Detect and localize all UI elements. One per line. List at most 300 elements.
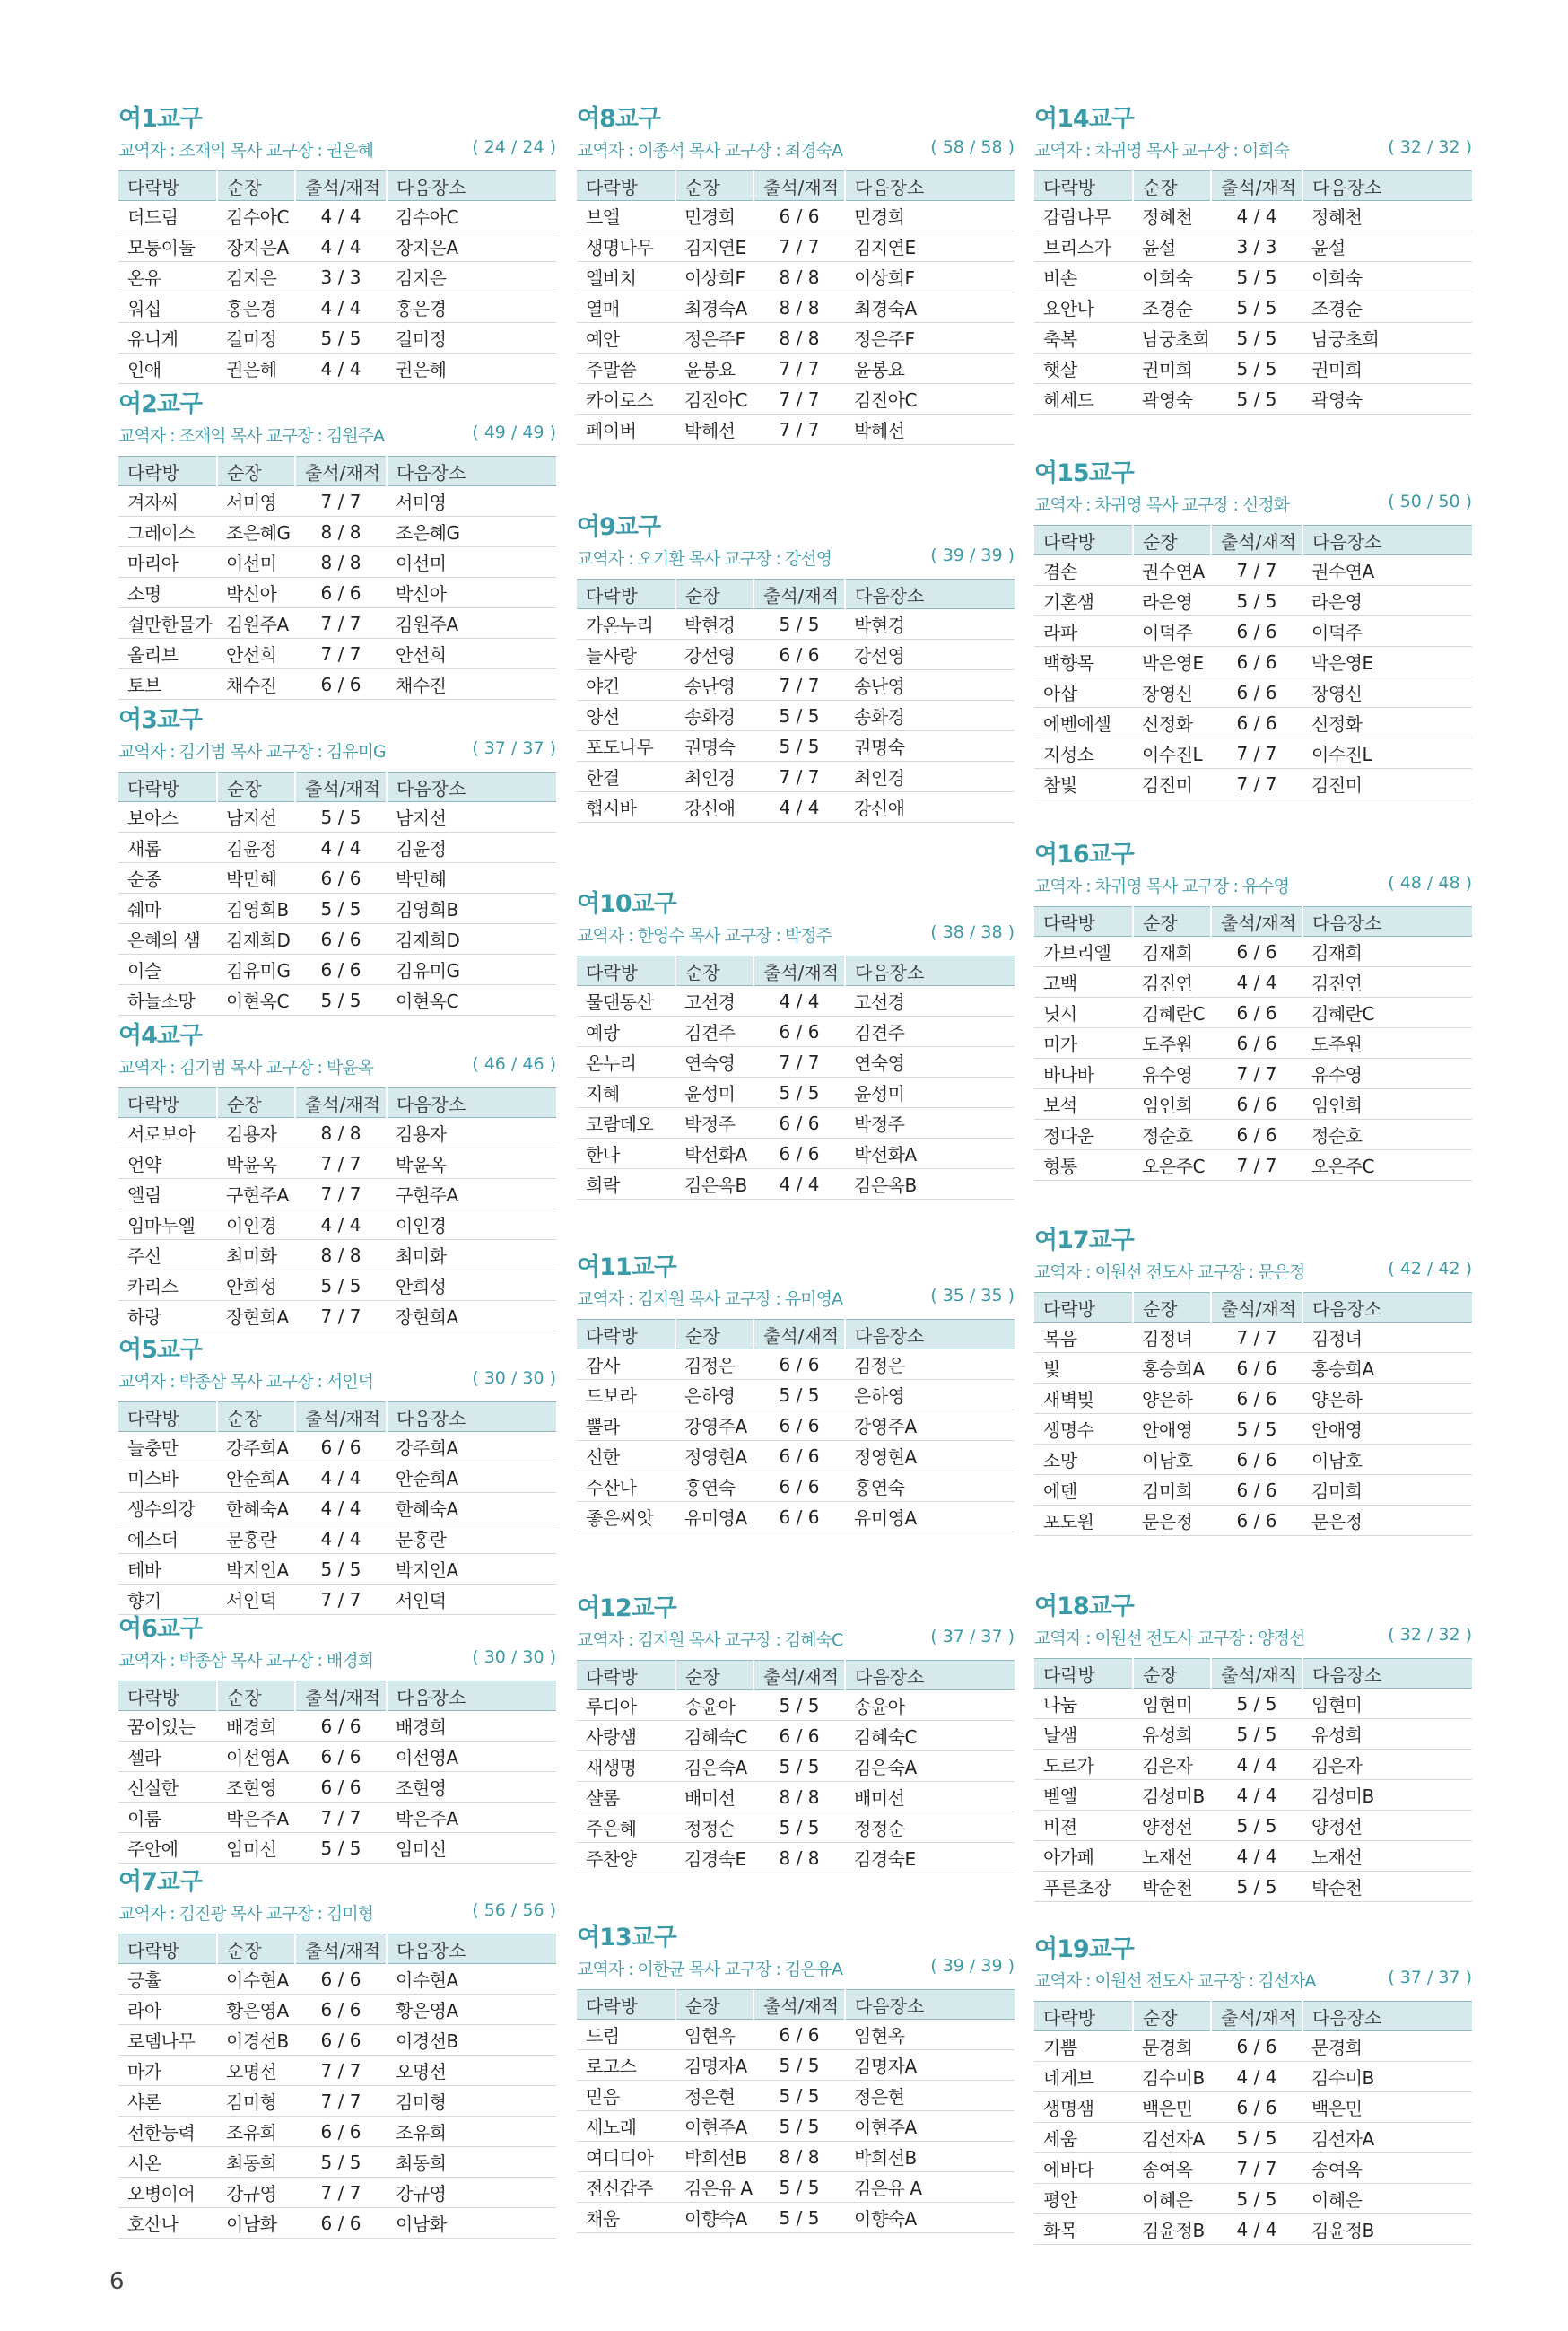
table-row xyxy=(577,1441,1015,1471)
table-row xyxy=(118,924,556,955)
cell-next-place: 이희숙 xyxy=(1302,262,1472,292)
cell-leader: 송화경 xyxy=(675,701,754,731)
cell-next-place: 홍은경 xyxy=(387,292,556,323)
district-title: 여2교구 xyxy=(118,390,203,418)
cell-next-place: 김정녀 xyxy=(1302,1323,1472,1353)
cell-leader: 문경희 xyxy=(1133,2031,1211,2062)
cell-group-table xyxy=(118,170,556,384)
cell-next-place: 구현주A xyxy=(387,1179,556,1209)
cell-leader: 김진미 xyxy=(1133,769,1211,799)
cell-room: 요안나 xyxy=(1034,292,1133,323)
cell-attendance: 6 / 6 xyxy=(754,201,845,231)
cell-attendance: 7 / 7 xyxy=(1211,2153,1302,2184)
cell-room: 바나바 xyxy=(1034,1059,1133,1089)
header-attendance: 출석/재적 xyxy=(754,1661,845,1690)
table-row xyxy=(118,1118,556,1148)
cell-attendance: 6 / 6 xyxy=(754,1410,845,1441)
district-info xyxy=(118,137,556,164)
cell-leader: 강규영 xyxy=(217,2178,295,2208)
header-room: 다락방 xyxy=(1034,526,1133,555)
cell-leader: 안애영 xyxy=(1133,1414,1211,1445)
header-leader: 순장 xyxy=(1133,907,1211,937)
district-staff: 교역자 : 조재익 목사 교구장 : 김원주A xyxy=(118,426,384,446)
cell-next-place: 김영희B xyxy=(387,894,556,924)
cell-leader: 양은하 xyxy=(1133,1384,1211,1414)
cell-room: 새롬 xyxy=(118,833,217,863)
cell-room: 라파 xyxy=(1034,616,1133,647)
cell-next-place: 박정주 xyxy=(845,1108,1015,1139)
district-total: ( 46 / 46 ) xyxy=(472,1054,556,1074)
cell-leader: 김혜란C xyxy=(1133,998,1211,1028)
district-info xyxy=(118,1054,556,1081)
table-row xyxy=(118,2147,556,2178)
cell-attendance: 7 / 7 xyxy=(754,670,845,701)
cell-next-place: 문경희 xyxy=(1302,2031,1472,2062)
district-info xyxy=(577,1956,1015,1983)
cell-next-place: 최경숙A xyxy=(845,292,1015,323)
cell-next-place: 홍연숙 xyxy=(845,1471,1015,1502)
cell-room: 임마누엘 xyxy=(118,1209,217,1240)
table-row xyxy=(577,1721,1015,1751)
table-header-row xyxy=(1034,2002,1472,2031)
table-row xyxy=(1034,2214,1472,2245)
cell-attendance: 7 / 7 xyxy=(295,1803,387,1833)
table-row xyxy=(1034,586,1472,616)
table-row xyxy=(1034,937,1472,967)
table-row xyxy=(577,415,1015,445)
cell-leader: 길미정 xyxy=(217,323,295,354)
cell-next-place: 송난영 xyxy=(845,670,1015,701)
header-attendance: 출석/재적 xyxy=(1211,1293,1302,1323)
cell-room: 생명나무 xyxy=(577,231,675,262)
cell-next-place: 곽영숙 xyxy=(1302,384,1472,415)
cell-leader: 이희숙 xyxy=(1133,262,1211,292)
table-row xyxy=(1034,1689,1472,1719)
cell-leader: 김진연 xyxy=(1133,967,1211,998)
table-row xyxy=(577,609,1015,640)
table-row xyxy=(1034,1353,1472,1384)
header-next-place: 다음장소 xyxy=(845,171,1015,201)
cell-attendance: 6 / 6 xyxy=(295,2025,387,2056)
cell-attendance: 6 / 6 xyxy=(1211,998,1302,1028)
table-row xyxy=(1034,2153,1472,2184)
cell-next-place: 이수진L xyxy=(1302,738,1472,769)
district-info xyxy=(1034,1625,1472,1652)
cell-room: 벧엘 xyxy=(1034,1780,1133,1811)
cell-next-place: 박혜선 xyxy=(845,415,1015,445)
table-row xyxy=(118,2117,556,2147)
cell-attendance: 5 / 5 xyxy=(754,2172,845,2203)
table-row xyxy=(577,1017,1015,1047)
cell-leader: 박민혜 xyxy=(217,863,295,894)
cell-room: 이슬 xyxy=(118,955,217,985)
table-row xyxy=(118,1711,556,1742)
cell-leader: 최미화 xyxy=(217,1240,295,1270)
cell-room: 테바 xyxy=(118,1554,217,1585)
cell-room: 에스더 xyxy=(118,1523,217,1554)
cell-leader: 홍연숙 xyxy=(675,1471,754,1502)
header-leader: 순장 xyxy=(217,1934,295,1964)
cell-room: 드보라 xyxy=(577,1380,675,1410)
cell-attendance: 8 / 8 xyxy=(295,1240,387,1270)
cell-room: 네게브 xyxy=(1034,2062,1133,2092)
table-row xyxy=(118,323,556,354)
header-leader: 순장 xyxy=(675,580,754,609)
cell-room: 뿔라 xyxy=(577,1410,675,1441)
cell-next-place: 김윤정B xyxy=(1302,2214,1472,2245)
cell-next-place: 권수연A xyxy=(1302,555,1472,586)
cell-leader: 이향숙A xyxy=(675,2203,754,2233)
cell-attendance: 6 / 6 xyxy=(754,640,845,670)
cell-next-place: 박은주A xyxy=(387,1803,556,1833)
cell-next-place: 윤봉요 xyxy=(845,354,1015,384)
district-info xyxy=(577,546,1015,572)
header-attendance: 출석/재적 xyxy=(754,171,845,201)
table-row xyxy=(577,231,1015,262)
cell-room: 감사 xyxy=(577,1349,675,1380)
table-row xyxy=(1034,2184,1472,2214)
cell-attendance: 5 / 5 xyxy=(754,2050,845,2081)
cell-next-place: 이상희F xyxy=(845,262,1015,292)
cell-attendance: 6 / 6 xyxy=(754,1502,845,1532)
cell-leader: 이수진L xyxy=(1133,738,1211,769)
table-row xyxy=(1034,1506,1472,1536)
table-row xyxy=(118,1301,556,1331)
district-staff: 교역자 : 오기환 목사 교구장 : 강선영 xyxy=(577,549,832,569)
cell-next-place: 김원주A xyxy=(387,608,556,639)
table-row xyxy=(1034,292,1472,323)
cell-leader: 이남호 xyxy=(1133,1445,1211,1475)
cell-room: 더드림 xyxy=(118,201,217,231)
cell-room: 늘충만 xyxy=(118,1432,217,1462)
cell-attendance: 5 / 5 xyxy=(1211,1872,1302,1902)
cell-room: 선한능력 xyxy=(118,2117,217,2147)
cell-next-place: 오은주C xyxy=(1302,1150,1472,1181)
cell-room: 양선 xyxy=(577,701,675,731)
cell-attendance: 7 / 7 xyxy=(754,762,845,792)
table-header-row xyxy=(118,773,556,802)
cell-leader: 도주원 xyxy=(1133,1028,1211,1059)
cell-room: 코람데오 xyxy=(577,1108,675,1139)
cell-next-place: 한혜숙A xyxy=(387,1493,556,1523)
district-total: ( 39 / 39 ) xyxy=(930,546,1015,565)
cell-room: 로고스 xyxy=(577,2050,675,2081)
district-title: 여7교구 xyxy=(118,1868,203,1896)
cell-next-place: 김재희D xyxy=(387,924,556,955)
cell-group-table xyxy=(1034,1658,1472,1902)
cell-next-place: 이현옥C xyxy=(387,985,556,1016)
cell-room: 하랑 xyxy=(118,1301,217,1331)
district-title: 여10교구 xyxy=(577,890,676,918)
cell-leader: 권미희 xyxy=(1133,354,1211,384)
cell-leader: 이선미 xyxy=(217,547,295,578)
cell-attendance: 6 / 6 xyxy=(1211,1506,1302,1536)
header-next-place: 다음장소 xyxy=(387,1934,556,1964)
table-header-row xyxy=(577,580,1015,609)
cell-room: 소망 xyxy=(1034,1445,1133,1475)
cell-room: 페이버 xyxy=(577,415,675,445)
cell-leader: 유수영 xyxy=(1133,1059,1211,1089)
cell-group-table xyxy=(118,1934,556,2239)
table-row xyxy=(577,1751,1015,1782)
district-total: ( 30 / 30 ) xyxy=(472,1368,556,1388)
table-header-row xyxy=(118,1681,556,1711)
table-row xyxy=(1034,677,1472,708)
cell-leader: 문은정 xyxy=(1133,1506,1211,1536)
cell-attendance: 4 / 4 xyxy=(1211,201,1302,231)
cell-leader: 김명자A xyxy=(675,2050,754,2081)
cell-attendance: 6 / 6 xyxy=(1211,2031,1302,2062)
cell-leader: 고선경 xyxy=(675,986,754,1017)
table-header-row xyxy=(1034,1659,1472,1689)
cell-next-place: 연숙영 xyxy=(845,1047,1015,1078)
district-staff: 교역자 : 차귀영 목사 교구장 : 유수영 xyxy=(1034,877,1289,896)
cell-leader: 강신애 xyxy=(675,792,754,823)
cell-next-place: 서인덕 xyxy=(387,1585,556,1615)
cell-next-place: 김진연 xyxy=(1302,967,1472,998)
cell-leader: 한혜숙A xyxy=(217,1493,295,1523)
cell-next-place: 이수현A xyxy=(387,1964,556,1995)
cell-next-place: 남지선 xyxy=(387,802,556,833)
cell-attendance: 7 / 7 xyxy=(295,608,387,639)
table-row xyxy=(118,231,556,262)
cell-next-place: 유성희 xyxy=(1302,1719,1472,1750)
cell-room: 토브 xyxy=(118,669,217,700)
table-row xyxy=(1034,998,1472,1028)
cell-room: 라아 xyxy=(118,1995,217,2025)
table-header-row xyxy=(118,1934,556,1964)
cell-leader: 권은혜 xyxy=(217,354,295,384)
cell-next-place: 김미형 xyxy=(387,2086,556,2117)
header-leader: 순장 xyxy=(1133,2002,1211,2031)
table-row xyxy=(118,1209,556,1240)
cell-room: 보아스 xyxy=(118,802,217,833)
district-title: 여17교구 xyxy=(1034,1227,1134,1254)
table-row xyxy=(118,547,556,578)
cell-leader: 임현미 xyxy=(1133,1689,1211,1719)
cell-room: 푸른초장 xyxy=(1034,1872,1133,1902)
district-staff: 교역자 : 김진광 목사 교구장 : 김미형 xyxy=(118,1904,373,1924)
cell-attendance: 5 / 5 xyxy=(1211,292,1302,323)
cell-leader: 김정은 xyxy=(675,1349,754,1380)
header-leader: 순장 xyxy=(1133,526,1211,555)
cell-room: 주신 xyxy=(118,1240,217,1270)
table-row xyxy=(118,894,556,924)
cell-next-place: 이인경 xyxy=(387,1209,556,1240)
cell-leader: 라은영 xyxy=(1133,586,1211,616)
cell-room: 셀라 xyxy=(118,1742,217,1772)
table-row xyxy=(1034,1323,1472,1353)
cell-room: 포도나무 xyxy=(577,731,675,762)
cell-attendance: 3 / 3 xyxy=(295,262,387,292)
header-room: 다락방 xyxy=(577,171,675,201)
cell-next-place: 신정화 xyxy=(1302,708,1472,738)
cell-next-place: 유수영 xyxy=(1302,1059,1472,1089)
cell-attendance: 7 / 7 xyxy=(1211,1150,1302,1181)
cell-next-place: 라은영 xyxy=(1302,586,1472,616)
cell-leader: 임미선 xyxy=(217,1833,295,1864)
cell-attendance: 5 / 5 xyxy=(754,2111,845,2142)
cell-leader: 배경희 xyxy=(217,1711,295,1742)
cell-leader: 박은영E xyxy=(1133,647,1211,677)
cell-attendance: 5 / 5 xyxy=(1211,384,1302,415)
cell-room: 브엘 xyxy=(577,201,675,231)
cell-room: 생명샘 xyxy=(1034,2092,1133,2123)
table-row xyxy=(1034,1841,1472,1872)
header-leader: 순장 xyxy=(1133,1659,1211,1689)
cell-leader: 이남화 xyxy=(217,2208,295,2239)
header-leader: 순장 xyxy=(1133,171,1211,201)
cell-leader: 박정주 xyxy=(675,1108,754,1139)
district-total: ( 56 / 56 ) xyxy=(472,1900,556,1920)
cell-next-place: 박선화A xyxy=(845,1139,1015,1169)
cell-room: 드림 xyxy=(577,2020,675,2050)
cell-room: 가온누리 xyxy=(577,609,675,640)
cell-next-place: 이선영A xyxy=(387,1742,556,1772)
cell-group-table xyxy=(577,1989,1015,2233)
cell-leader: 이수현A xyxy=(217,1964,295,1995)
cell-leader: 신정화 xyxy=(1133,708,1211,738)
cell-leader: 김선자A xyxy=(1133,2123,1211,2153)
district-title: 여15교구 xyxy=(1034,459,1134,487)
header-leader: 순장 xyxy=(217,457,295,486)
cell-attendance: 7 / 7 xyxy=(754,415,845,445)
header-next-place: 다음장소 xyxy=(845,956,1015,986)
header-attendance: 출석/재적 xyxy=(754,1320,845,1349)
cell-leader: 이덕주 xyxy=(1133,616,1211,647)
cell-attendance: 4 / 4 xyxy=(1211,1841,1302,1872)
district-total: ( 24 / 24 ) xyxy=(472,137,556,157)
cell-attendance: 7 / 7 xyxy=(1211,769,1302,799)
cell-leader: 김미희 xyxy=(1133,1475,1211,1506)
district-staff: 교역자 : 김지원 목사 교구장 : 김혜숙C xyxy=(577,1630,843,1650)
cell-next-place: 권명숙 xyxy=(845,731,1015,762)
table-row xyxy=(577,292,1015,323)
cell-attendance: 6 / 6 xyxy=(295,1995,387,2025)
cell-leader: 박신아 xyxy=(217,578,295,608)
cell-room: 겨자씨 xyxy=(118,486,217,517)
cell-next-place: 임현미 xyxy=(1302,1689,1472,1719)
district-staff: 교역자 : 차귀영 목사 교구장 : 이희숙 xyxy=(1034,141,1289,161)
cell-next-place: 이덕주 xyxy=(1302,616,1472,647)
cell-next-place: 조경순 xyxy=(1302,292,1472,323)
district-total: ( 30 / 30 ) xyxy=(472,1647,556,1667)
header-room: 다락방 xyxy=(1034,1659,1133,1689)
cell-next-place: 박민혜 xyxy=(387,863,556,894)
table-row xyxy=(1034,384,1472,415)
cell-leader: 안선희 xyxy=(217,639,295,669)
cell-leader: 김재희D xyxy=(217,924,295,955)
table-row xyxy=(1034,2031,1472,2062)
cell-attendance: 6 / 6 xyxy=(754,1349,845,1380)
cell-attendance: 6 / 6 xyxy=(295,1772,387,1803)
cell-leader: 이인경 xyxy=(217,1209,295,1240)
cell-leader: 은하영 xyxy=(675,1380,754,1410)
table-row xyxy=(1034,708,1472,738)
cell-attendance: 5 / 5 xyxy=(754,701,845,731)
cell-next-place: 강신애 xyxy=(845,792,1015,823)
table-row xyxy=(1034,1414,1472,1445)
cell-attendance: 7 / 7 xyxy=(1211,555,1302,586)
district-staff: 교역자 : 김기범 목사 교구장 : 김유미G xyxy=(118,742,386,762)
header-next-place: 다음장소 xyxy=(387,773,556,802)
table-header-row xyxy=(118,1088,556,1118)
cell-attendance: 5 / 5 xyxy=(754,1751,845,1782)
cell-leader: 오은주C xyxy=(1133,1150,1211,1181)
cell-attendance: 5 / 5 xyxy=(754,731,845,762)
table-row xyxy=(118,1179,556,1209)
cell-next-place: 박윤옥 xyxy=(387,1148,556,1179)
header-room: 다락방 xyxy=(1034,171,1133,201)
district-staff: 교역자 : 김지원 목사 교구장 : 유미영A xyxy=(577,1289,842,1309)
cell-leader: 권수연A xyxy=(1133,555,1211,586)
cell-leader: 이현옥C xyxy=(217,985,295,1016)
cell-leader: 김수아C xyxy=(217,201,295,231)
cell-leader: 박지인A xyxy=(217,1554,295,1585)
cell-room: 하늘소망 xyxy=(118,985,217,1016)
table-row xyxy=(118,1772,556,1803)
district-staff: 교역자 : 조재익 목사 교구장 : 권은혜 xyxy=(118,141,373,161)
table-row xyxy=(118,517,556,547)
cell-next-place: 송윤아 xyxy=(845,1690,1015,1721)
district-title: 여6교구 xyxy=(118,1615,203,1643)
cell-room: 기쁨 xyxy=(1034,2031,1133,2062)
cell-attendance: 5 / 5 xyxy=(754,2203,845,2233)
header-attendance: 출석/재적 xyxy=(295,1934,387,1964)
table-row xyxy=(577,1812,1015,1843)
cell-room: 샤론 xyxy=(118,2086,217,2117)
header-next-place: 다음장소 xyxy=(387,457,556,486)
cell-leader: 김영희B xyxy=(217,894,295,924)
header-attendance: 출석/재적 xyxy=(295,1088,387,1118)
cell-attendance: 8 / 8 xyxy=(295,1118,387,1148)
header-attendance: 출석/재적 xyxy=(1211,2002,1302,2031)
cell-attendance: 7 / 7 xyxy=(1211,1059,1302,1089)
cell-next-place: 은하영 xyxy=(845,1380,1015,1410)
cell-attendance: 8 / 8 xyxy=(754,1782,845,1812)
header-attendance: 출석/재적 xyxy=(1211,171,1302,201)
cell-group-table xyxy=(1034,1292,1472,1536)
cell-leader: 문홍란 xyxy=(217,1523,295,1554)
table-row xyxy=(118,802,556,833)
cell-room: 아삽 xyxy=(1034,677,1133,708)
cell-leader: 구현주A xyxy=(217,1179,295,1209)
district-staff: 교역자 : 김기범 목사 교구장 : 박윤옥 xyxy=(118,1058,373,1078)
header-leader: 순장 xyxy=(217,1681,295,1711)
cell-group-table xyxy=(118,456,556,700)
table-row xyxy=(118,354,556,384)
cell-next-place: 오명선 xyxy=(387,2056,556,2086)
cell-attendance: 5 / 5 xyxy=(295,1554,387,1585)
cell-attendance: 4 / 4 xyxy=(754,986,845,1017)
cell-attendance: 5 / 5 xyxy=(754,2081,845,2111)
cell-next-place: 최미화 xyxy=(387,1240,556,1270)
cell-room: 워십 xyxy=(118,292,217,323)
header-room: 다락방 xyxy=(118,1681,217,1711)
cell-leader: 박현경 xyxy=(675,609,754,640)
table-row xyxy=(118,955,556,985)
cell-leader: 정영현A xyxy=(675,1441,754,1471)
cell-room: 빛 xyxy=(1034,1353,1133,1384)
district-info xyxy=(118,1368,556,1395)
cell-attendance: 6 / 6 xyxy=(295,1742,387,1772)
cell-attendance: 6 / 6 xyxy=(295,2208,387,2239)
cell-next-place: 이현주A xyxy=(845,2111,1015,2142)
cell-next-place: 최동희 xyxy=(387,2147,556,2178)
district-info xyxy=(118,423,556,450)
cell-attendance: 4 / 4 xyxy=(754,792,845,823)
header-attendance: 출석/재적 xyxy=(1211,1659,1302,1689)
